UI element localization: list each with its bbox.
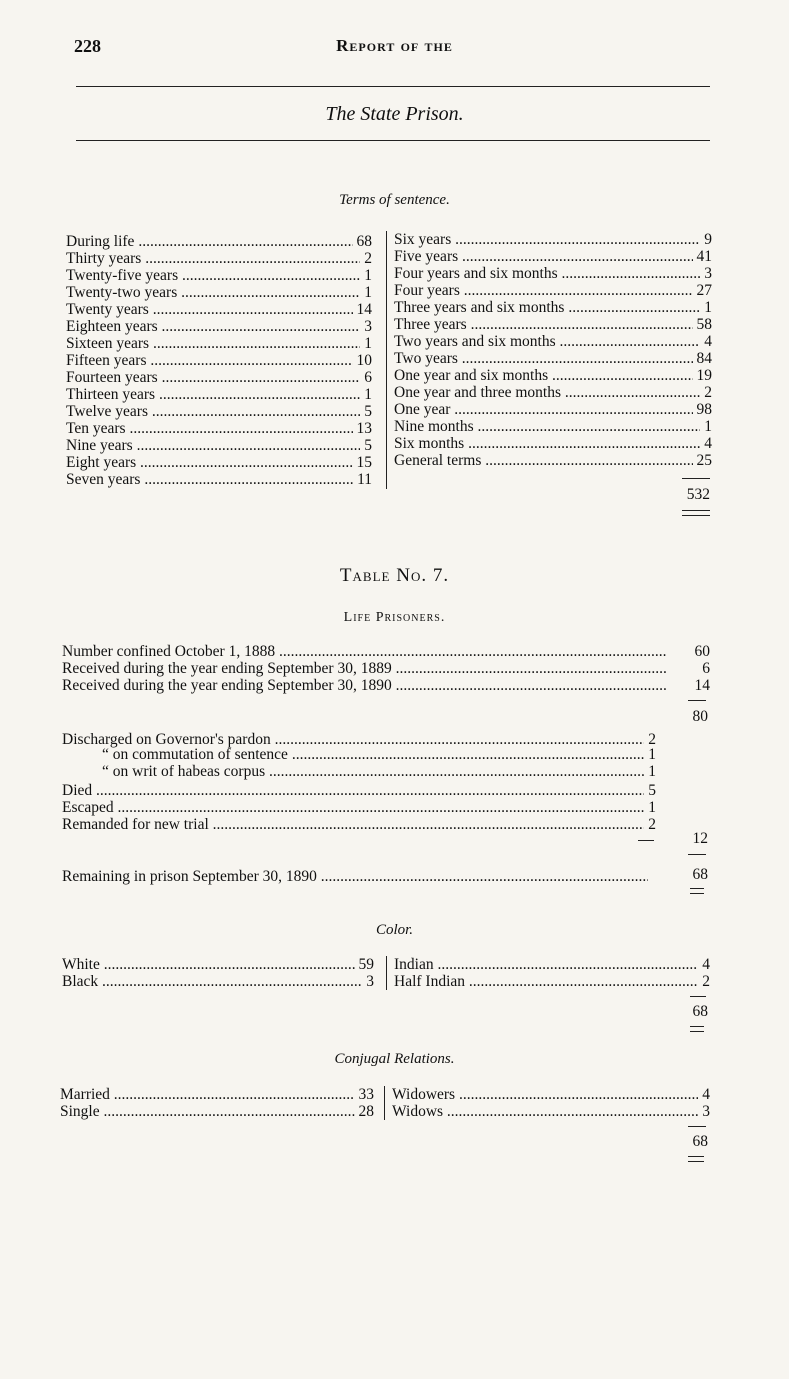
running-title: Report of the: [336, 36, 453, 55]
list-item: Twenty-five years ..... 1: [66, 267, 372, 284]
list-item: Four years ..... 27: [394, 282, 712, 299]
list-item: Escaped ..... 1: [62, 799, 656, 816]
double-rule: [690, 1026, 704, 1032]
list-item: Seven years ..... 11: [66, 471, 372, 488]
terms-caption: Terms of sentence.: [339, 192, 450, 208]
top-rule: [76, 86, 710, 87]
discharged-total: 12: [692, 830, 708, 847]
sum-rule: [682, 478, 710, 479]
list-item: Eight years ..... 15: [66, 454, 372, 471]
list-item: Number confined October 1, 1888 ..... 60: [62, 643, 710, 660]
list-item: Single ..... 28: [60, 1103, 374, 1120]
double-rule: [682, 510, 710, 516]
list-item: Six years ..... 9: [394, 231, 712, 248]
list-item: One year and six months ..... 19: [394, 367, 712, 384]
list-item: White ..... 59: [62, 956, 374, 973]
section-rule: [76, 140, 710, 141]
list-item: Twenty-two years ..... 1: [66, 284, 372, 301]
list-item: Thirteen years ..... 1: [66, 386, 372, 403]
list-item: Half Indian ..... 2: [394, 973, 710, 990]
list-item: Twenty years ..... 14: [66, 301, 372, 318]
list-item: “ on writ of habeas corpus ..... 1: [102, 763, 656, 780]
color-total: 68: [692, 1003, 708, 1020]
list-item: Received during the year ending September 30, 1889 ..... 6: [62, 660, 710, 677]
list-item: Received during the year ending September 30, 1890 ..... 14: [62, 677, 710, 694]
sum-rule: [688, 854, 706, 855]
double-rule: [690, 888, 704, 894]
color-caption: Color.: [375, 922, 414, 938]
list-item: During life ..... 68: [66, 233, 372, 250]
list-item: General terms ..... 25: [394, 452, 712, 469]
list-item: Fourteen years ..... 6: [66, 369, 372, 386]
list-item: Eighteen years ..... 3: [66, 318, 372, 335]
page-number: 228: [74, 36, 101, 56]
remaining-row: Remaining in prison September 30, 1890 .....: [62, 868, 656, 885]
column-divider: [384, 1086, 385, 1120]
list-item: Two years and six months ..... 4: [394, 333, 712, 350]
list-item: Three years and six months ..... 1: [394, 299, 712, 316]
confined-subtotal: 80: [692, 708, 708, 725]
conjugal-caption: Conjugal Relations.: [334, 1051, 455, 1067]
list-item: Widows ..... 3: [392, 1103, 710, 1120]
list-item: Widowers ..... 4: [392, 1086, 710, 1103]
list-item: Discharged on Governor's pardon ..... 2: [62, 731, 656, 748]
list-item: Died ..... 5: [62, 782, 656, 799]
table-subtitle: Life Prisoners.: [343, 610, 446, 625]
list-item: Four years and six months ..... 3: [394, 265, 712, 282]
list-item: Six months ..... 4: [394, 435, 712, 452]
remaining-total: 68: [692, 866, 708, 883]
list-item: Nine years ..... 5: [66, 437, 372, 454]
column-divider: [386, 956, 387, 990]
list-item: Ten years ..... 13: [66, 420, 372, 437]
list-item: Sixteen years ..... 1: [66, 335, 372, 352]
terms-total: 532: [686, 486, 710, 503]
sum-rule: [688, 700, 706, 701]
list-item: Nine months ..... 1: [394, 418, 712, 435]
list-item: “ on commutation of sentence ..... 1: [102, 746, 656, 763]
list-item: Black ..... 3: [62, 973, 374, 990]
list-item: Three years ..... 58: [394, 316, 712, 333]
table-title: Table No. 7.: [339, 565, 450, 586]
list-item: One year ..... 98: [394, 401, 712, 418]
list-item: Twelve years ..... 5: [66, 403, 372, 420]
list-item: Married ..... 33: [60, 1086, 374, 1103]
list-item: Remanded for new trial ..... 2: [62, 816, 656, 833]
list-item: Indian ..... 4: [394, 956, 710, 973]
list-item: Fifteen years ..... 10: [66, 352, 372, 369]
column-divider: [386, 231, 387, 489]
list-item: Thirty years ..... 2: [66, 250, 372, 267]
conjugal-total: 68: [692, 1133, 708, 1150]
sum-rule: [690, 996, 706, 997]
sum-rule: [688, 1126, 706, 1127]
double-rule: [688, 1156, 704, 1162]
list-item: Five years ..... 41: [394, 248, 712, 265]
list-item: Two years ..... 84: [394, 350, 712, 367]
list-item: One year and three months ..... 2: [394, 384, 712, 401]
section-title: The State Prison.: [325, 103, 464, 125]
